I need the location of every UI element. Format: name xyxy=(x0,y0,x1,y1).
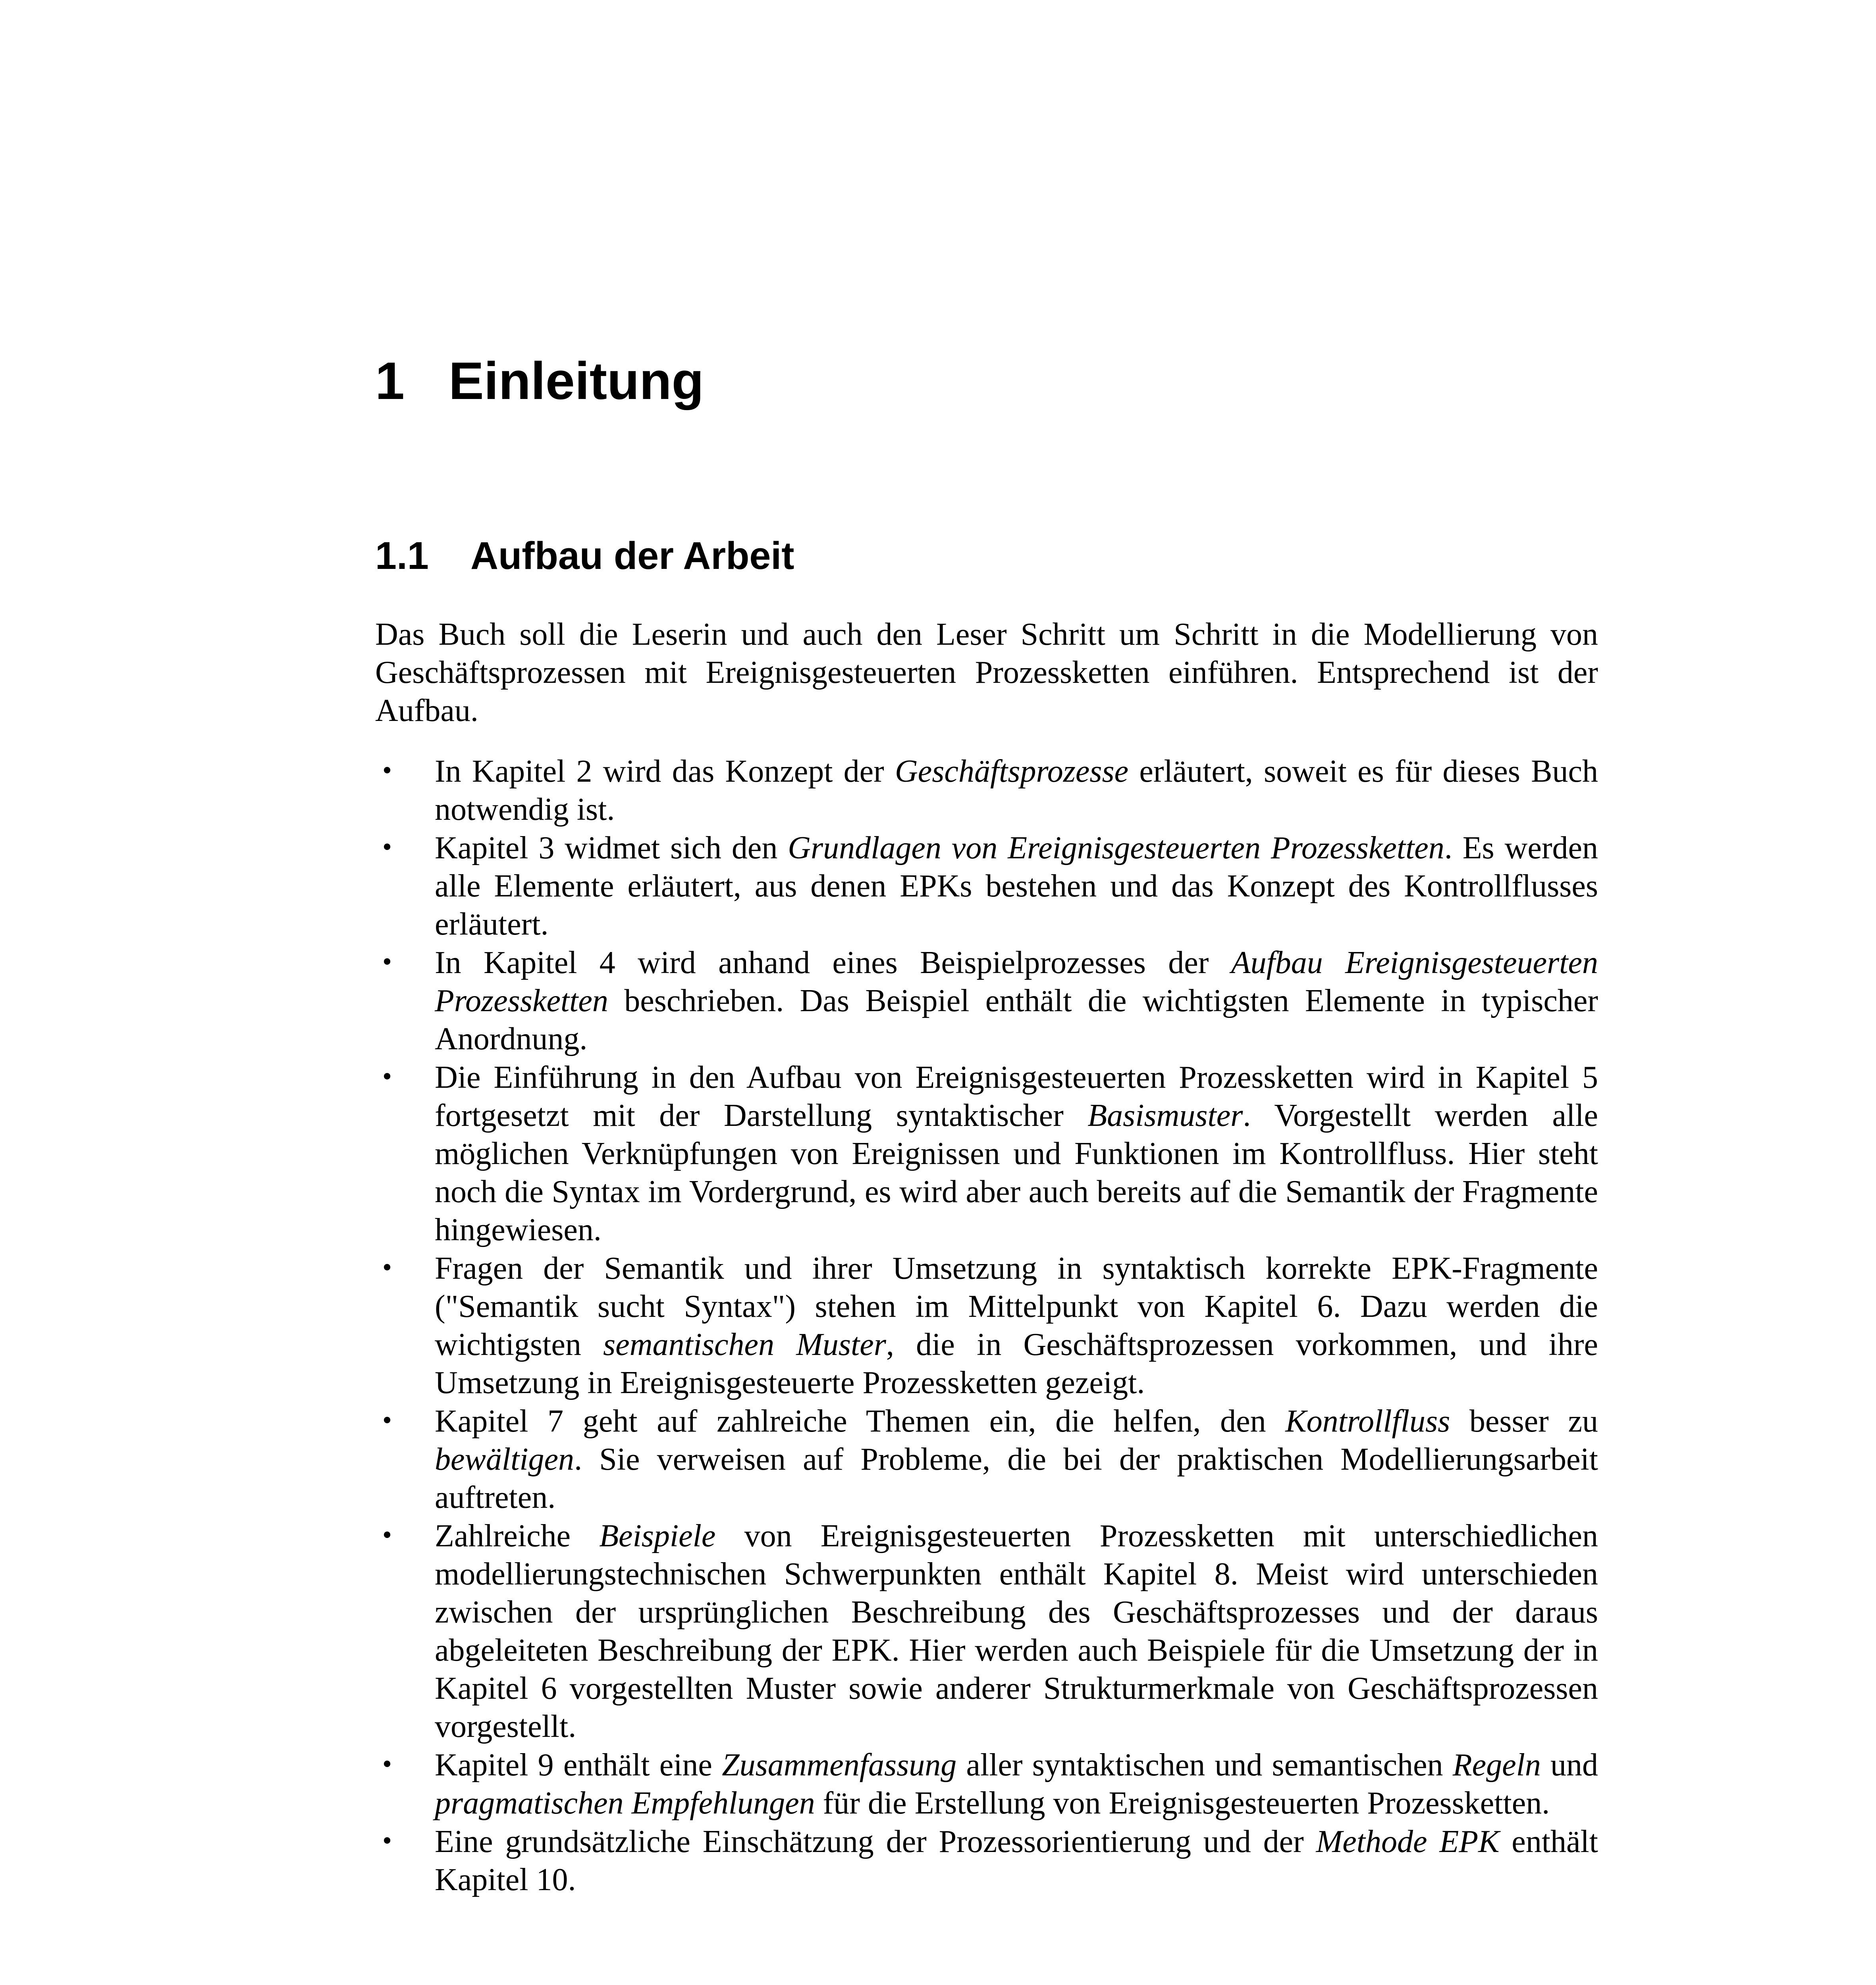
item-emphasis: Grundlagen von Ereignisgesteuerten Prozessketten xyxy=(788,831,1444,865)
item-text: und xyxy=(1541,1748,1598,1783)
list-item xyxy=(375,1249,1598,1402)
item-emphasis: Aufbau Ereignisgesteuerten Prozessketten xyxy=(435,945,1598,1018)
chapter-heading xyxy=(375,349,704,413)
bullet-icon: • xyxy=(380,1829,394,1854)
list-item xyxy=(375,1402,1598,1517)
item-emphasis: Basismuster xyxy=(1087,1098,1243,1133)
chapter-number: 1 xyxy=(375,352,405,410)
item-text: , die in Geschäftsprozessen vorkommen, und ihre Umsetzung in Ereignisgesteuerte Prozessketten gezeigt. xyxy=(435,1327,1598,1400)
item-text: In Kapitel 2 wird das Konzept der xyxy=(435,754,895,789)
bullet-icon: • xyxy=(380,1255,394,1281)
section-number: 1.1 xyxy=(375,534,429,577)
item-text: Kapitel 9 enthält eine xyxy=(435,1748,722,1783)
item-text: Die Einführung in den Aufbau von Ereignisgesteuerten Prozessketten wird in Kapitel 5 fortgesetzt mit der Darstellung syntaktischer xyxy=(435,1060,1598,1133)
item-emphasis: semantischen Muster xyxy=(603,1327,886,1362)
item-text: von Ereignisgesteuerten Prozessketten mit unterschiedlichen modellierungstechnischen Schwerpunkten enthält Kapitel 8. Meist wird unterschieden zwischen der ursprünglichen Beschreibung des Geschäftsprozesses und der daraus abgeleiteten Beschreibung der EPK. Hier werden auch Beispiele für die Umsetzung der in Kapitel 6 vorgestellten Muster sowie anderer Strukturmerkmale von Geschäftsprozessen vorgestellt. xyxy=(435,1519,1598,1744)
item-emphasis: Beispiele xyxy=(599,1519,716,1553)
bullet-icon: • xyxy=(380,1523,394,1549)
section-title: Aufbau der Arbeit xyxy=(470,534,794,577)
bullet-icon: • xyxy=(380,950,394,975)
item-emphasis: Regeln xyxy=(1452,1748,1541,1783)
item-text: In Kapitel 4 wird anhand eines Beispielprozesses der xyxy=(435,945,1231,980)
item-text: Eine grundsätzliche Einschätzung der Prozessorientierung und der xyxy=(435,1824,1316,1859)
item-emphasis: Geschäftsprozesse xyxy=(895,754,1129,789)
list-item xyxy=(375,829,1598,943)
item-text: Kapitel 3 widmet sich den xyxy=(435,831,788,865)
list-item xyxy=(375,1058,1598,1249)
bullet-icon: • xyxy=(380,835,394,861)
bullet-icon: • xyxy=(380,1064,394,1090)
section-heading xyxy=(375,532,794,580)
bullet-icon: • xyxy=(380,758,394,784)
item-text: Fragen der Semantik und ihrer Umsetzung in syntaktisch korrekte EPK-Fragmente ("Semantik sucht Syntax") stehen im Mittelpunkt von Kapitel 6. Dazu werden die wichtigsten xyxy=(435,1251,1598,1362)
item-text: Zahlreiche xyxy=(435,1519,600,1553)
item-emphasis: Zusammenfassung xyxy=(722,1748,957,1783)
item-emphasis: Kontrollfluss xyxy=(1285,1404,1450,1439)
item-text: für die Erstellung von Ereignisgesteuerten Prozessketten. xyxy=(815,1786,1550,1821)
bullet-icon: • xyxy=(380,1408,394,1434)
list-item xyxy=(375,1746,1598,1822)
item-text: besser zu xyxy=(1450,1404,1598,1439)
item-text: enthält Kapitel 10. xyxy=(435,1824,1598,1897)
item-text: erläutert, soweit es für dieses Buch notwendig ist. xyxy=(435,754,1598,827)
item-emphasis: Methode EPK xyxy=(1316,1824,1500,1859)
item-text: Kapitel 7 geht auf zahlreiche Themen ein, die helfen, den xyxy=(435,1404,1286,1439)
item-text: . Es werden alle Elemente erläutert, aus denen EPKs bestehen und das Konzept des Kontrollflusses erläutert. xyxy=(435,831,1598,942)
list-item xyxy=(375,1517,1598,1746)
item-emphasis: pragmatischen Empfehlungen xyxy=(435,1786,815,1821)
item-emphasis: bewältigen xyxy=(435,1442,575,1477)
chapter-overview-list xyxy=(375,752,1598,1899)
intro-paragraph: Das Buch soll die Leserin und auch den Leser Schritt um Schritt in die Modellierung von Geschäftsprozessen mit Ereignisgesteuerten Prozessketten einführen. Entsprechend ist der Aufbau. xyxy=(375,617,1598,728)
list-item xyxy=(375,944,1598,1058)
item-text: beschrieben. Das Beispiel enthält die wichtigsten Elemente in typischer Anordnung. xyxy=(435,983,1598,1056)
item-text: . Sie verweisen auf Probleme, die bei der praktischen Modellierungsarbeit auftreten. xyxy=(435,1442,1598,1515)
list-item xyxy=(375,752,1598,829)
chapter-title: Einleitung xyxy=(449,352,704,410)
item-text: aller syntaktischen und semantischen xyxy=(956,1748,1453,1783)
list-item xyxy=(375,1823,1598,1899)
bullet-icon: • xyxy=(380,1752,394,1778)
item-text: . Vorgestellt werden alle möglichen Verknüpfungen von Ereignissen und Funktionen im Kontrollfluss. Hier steht noch die Syntax im Vordergrund, es wird aber auch bereits auf die Semantik der Fragmente hingewiesen. xyxy=(435,1098,1598,1247)
